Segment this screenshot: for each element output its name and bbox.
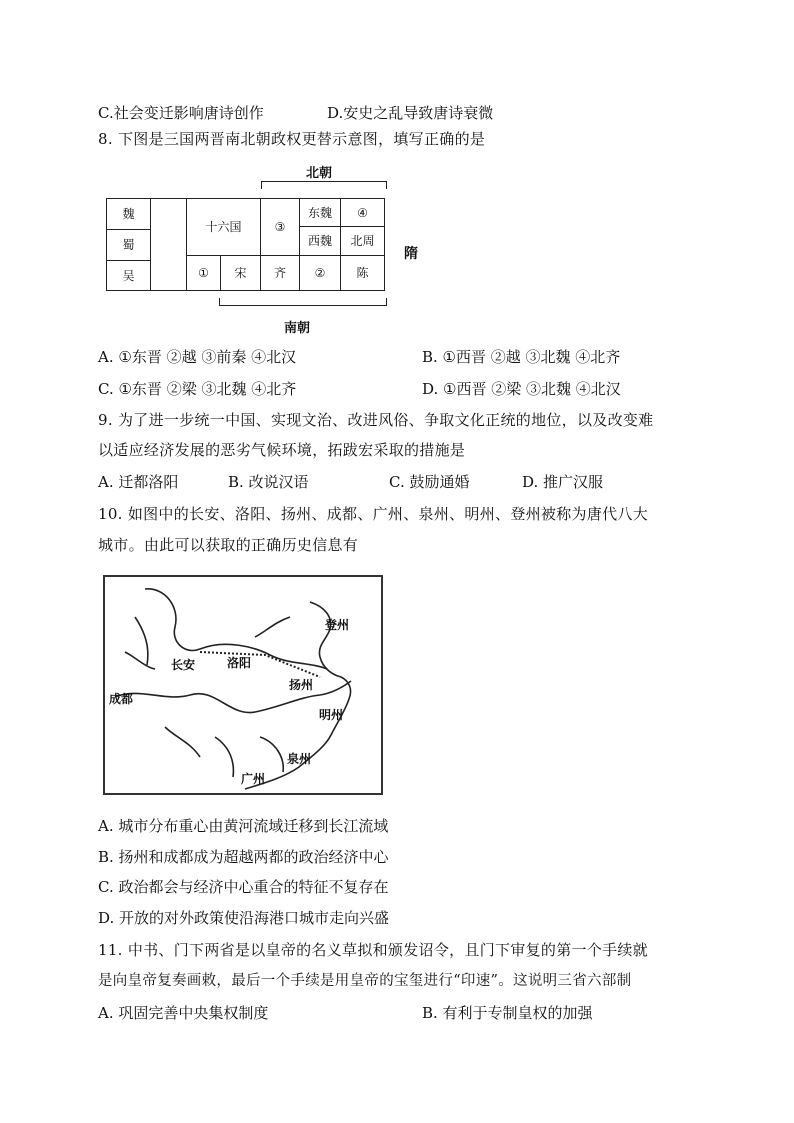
cell-chen: 陈 xyxy=(340,255,385,291)
city-yangzhou: 扬州 xyxy=(289,678,314,692)
city-changan: 长安 xyxy=(171,658,196,672)
map-drawing xyxy=(105,577,381,793)
yangtze-river xyxy=(115,681,351,713)
cell-wei: 魏 xyxy=(106,198,151,230)
q8-stem: 8. 下图是三国两晋南北朝政权更替示意图，填写正确的是 xyxy=(98,130,486,148)
north-bracket xyxy=(261,181,387,189)
cell-west-wei: 西魏 xyxy=(299,226,341,256)
south-dynasties-label: 南朝 xyxy=(284,321,311,336)
cell-sixteen-kingdoms: 十六国 xyxy=(186,198,261,256)
q10-stem-line1: 10. 如图中的长安、洛阳、扬州、成都、广州、泉州、明州、登州被称为唐代八大 xyxy=(98,505,649,523)
q8-option-d: D. ①西晋 ②梁 ③北魏 ④北汉 xyxy=(422,380,621,398)
cell-song: 宋 xyxy=(220,255,261,291)
cell-shu: 蜀 xyxy=(106,229,151,261)
q10-option-b: B. 扬州和成都成为超越两都的政治经济中心 xyxy=(98,848,389,866)
q10-option-a: A. 城市分布重心由黄河流域迁移到长江流域 xyxy=(98,817,389,835)
cell-wu: 吴 xyxy=(106,260,151,291)
q9-stem-line2: 以适应经济发展的恶劣气候环境，拓跋宏采取的措施是 xyxy=(98,441,466,459)
q9-option-a: A. 迁都洛阳 xyxy=(98,473,179,491)
q11-option-a: A. 巩固完善中央集权制度 xyxy=(98,1004,269,1022)
q11-stem-line1: 11. 中书、门下两省是以皇帝的名义草拟和颁发诏令，且门下审复的第一个手续就 xyxy=(98,941,649,959)
cell-blank-1: ① xyxy=(186,255,221,291)
q10-option-c: C. 政治都会与经济中心重合的特征不复存在 xyxy=(98,878,389,896)
q7-option-c: C.社会变迁影响唐诗创作 xyxy=(98,104,264,122)
q9-stem-line1: 9. 为了进一步统一中国、实现文治、改进风俗、争取文化正统的地位，以及改变难 xyxy=(98,411,654,429)
city-guangzhou: 广州 xyxy=(241,772,266,786)
q8-option-b: B. ①西晋 ②越 ③北魏 ④北齐 xyxy=(422,348,621,366)
city-quanzhou: 泉州 xyxy=(287,752,312,766)
cell-qi: 齐 xyxy=(260,255,300,291)
cell-north-zhou: 北周 xyxy=(340,226,385,256)
tang-cities-map xyxy=(103,575,383,795)
city-dengzhou: 登州 xyxy=(325,618,350,632)
q7-option-d: D.安史之乱导致唐诗衰微 xyxy=(327,104,494,122)
q8-option-c: C. ①东晋 ②梁 ③北魏 ④北齐 xyxy=(98,380,297,398)
q11-stem-line2: 是向皇帝复奏画敕，最后一个手续是用皇帝的宝玺进行“印速”。这说明三省六部制 xyxy=(98,973,632,989)
q10-option-d: D. 开放的对外政策使沿海港口城市走向兴盛 xyxy=(98,909,390,927)
sui-label: 隋 xyxy=(404,246,418,262)
north-dynasties-label: 北朝 xyxy=(306,166,333,181)
cell-jin-blank xyxy=(150,198,187,291)
city-chengdu: 成都 xyxy=(109,692,134,706)
cell-east-wei: 东魏 xyxy=(299,198,341,227)
q11-option-b: B. 有利于专制皇权的加强 xyxy=(422,1004,593,1022)
q8-option-a: A. ①东晋 ②越 ③前秦 ④北汉 xyxy=(98,348,297,366)
city-luoyang: 洛阳 xyxy=(227,656,252,670)
cell-blank-2: ② xyxy=(299,255,341,291)
cell-blank-4: ④ xyxy=(340,198,385,227)
grand-canal xyxy=(200,652,320,677)
q9-option-c: C. 鼓励通婚 xyxy=(389,473,470,491)
city-mingzhou: 明州 xyxy=(319,708,344,722)
cell-blank-3: ③ xyxy=(260,198,300,256)
south-bracket xyxy=(219,298,387,306)
q9-option-b: B. 改说汉语 xyxy=(228,473,309,491)
q9-option-d: D. 推广汉服 xyxy=(522,473,604,491)
q10-stem-line2: 城市。由此可以获取的正确历史信息有 xyxy=(98,536,359,554)
